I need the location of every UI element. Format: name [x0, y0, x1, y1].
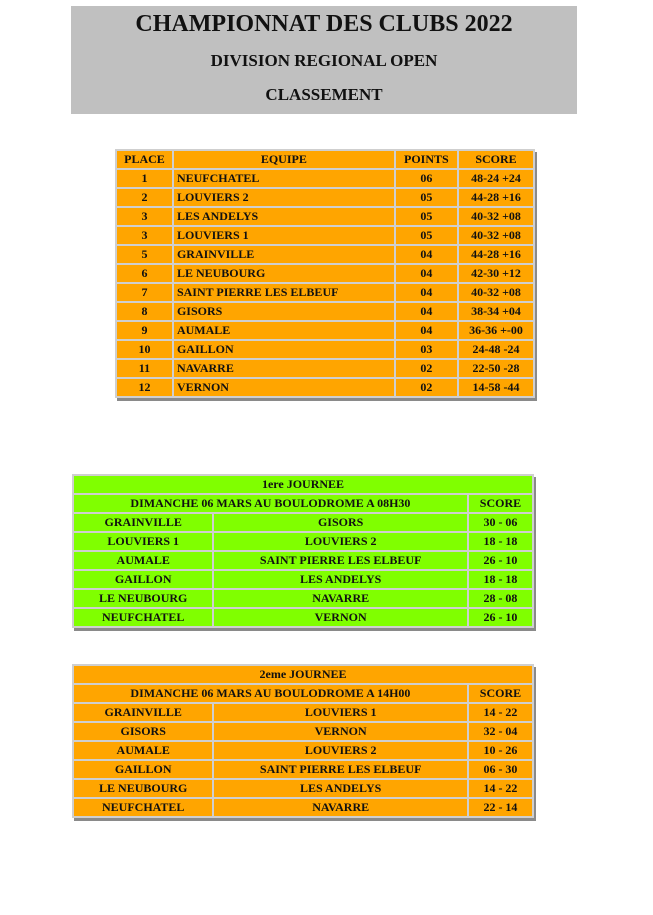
match-row: [74, 609, 532, 626]
place-cell: 12: [117, 379, 172, 396]
match-score-cell: 06 - 30: [469, 761, 532, 778]
standings-row: [117, 341, 533, 358]
home-team-cell: AUMALE: [74, 552, 212, 569]
round-subtitle: DIMANCHE 06 MARS AU BOULODROME A 08H30: [74, 495, 467, 512]
column-header-team: EQUIPE: [174, 151, 394, 168]
points-cell: 04: [396, 284, 457, 301]
round-subtitle-row: [74, 685, 532, 702]
score-cell: 24-48 -24: [459, 341, 533, 358]
page-title: CHAMPIONNAT DES CLUBS 2022: [135, 11, 513, 37]
home-team-cell: GAILLON: [74, 761, 212, 778]
round-score-header: SCORE: [469, 495, 532, 512]
team-cell: LE NEUBOURG: [174, 265, 394, 282]
team-cell: NAVARRE: [174, 360, 394, 377]
round-score-header: SCORE: [469, 685, 532, 702]
points-cell: 04: [396, 246, 457, 263]
match-row: [74, 704, 532, 721]
place-cell: 9: [117, 322, 172, 339]
round-matches: [74, 704, 532, 816]
match-row: [74, 514, 532, 531]
score-cell: 36-36 +-00: [459, 322, 533, 339]
place-cell: 3: [117, 227, 172, 244]
standings-row: [117, 322, 533, 339]
score-cell: 38-34 +04: [459, 303, 533, 320]
place-cell: 6: [117, 265, 172, 282]
standings-header-row: [117, 151, 533, 168]
standings-body: [117, 170, 533, 396]
round-subtitle: DIMANCHE 06 MARS AU BOULODROME A 14H00: [74, 685, 467, 702]
match-score-cell: 18 - 18: [469, 533, 532, 550]
home-team-cell: GRAINVILLE: [74, 704, 212, 721]
away-team-cell: NAVARRE: [214, 590, 466, 607]
standings-row: [117, 208, 533, 225]
standings-row: [117, 265, 533, 282]
round-title: 1ere JOURNEE: [74, 476, 532, 493]
place-cell: 8: [117, 303, 172, 320]
team-cell: NEUFCHATEL: [174, 170, 394, 187]
match-row: [74, 552, 532, 569]
team-cell: GISORS: [174, 303, 394, 320]
team-cell: GAILLON: [174, 341, 394, 358]
match-row: [74, 533, 532, 550]
away-team-cell: GISORS: [214, 514, 466, 531]
points-cell: 03: [396, 341, 457, 358]
points-cell: 02: [396, 379, 457, 396]
away-team-cell: VERNON: [214, 723, 466, 740]
away-team-cell: LES ANDELYS: [214, 780, 466, 797]
team-cell: VERNON: [174, 379, 394, 396]
match-row: [74, 571, 532, 588]
match-score-cell: 10 - 26: [469, 742, 532, 759]
points-cell: 05: [396, 227, 457, 244]
place-cell: 7: [117, 284, 172, 301]
team-cell: LOUVIERS 1: [174, 227, 394, 244]
score-cell: 44-28 +16: [459, 189, 533, 206]
team-cell: GRAINVILLE: [174, 246, 394, 263]
match-score-cell: 30 - 06: [469, 514, 532, 531]
team-cell: SAINT PIERRE LES ELBEUF: [174, 284, 394, 301]
division-title: DIVISION REGIONAL OPEN: [210, 51, 438, 70]
match-row: [74, 780, 532, 797]
match-score-cell: 18 - 18: [469, 571, 532, 588]
round-title-row: [74, 666, 532, 683]
standings-table: [115, 149, 535, 398]
column-header-points: POINTS: [396, 151, 457, 168]
home-team-cell: LOUVIERS 1: [74, 533, 212, 550]
place-cell: 10: [117, 341, 172, 358]
standings-row: [117, 246, 533, 263]
match-score-cell: 14 - 22: [469, 704, 532, 721]
points-cell: 04: [396, 265, 457, 282]
match-row: [74, 799, 532, 816]
score-cell: 48-24 +24: [459, 170, 533, 187]
standings-row: [117, 360, 533, 377]
standings-row: [117, 303, 533, 320]
points-cell: 05: [396, 189, 457, 206]
page-header: [71, 6, 577, 114]
match-score-cell: 28 - 08: [469, 590, 532, 607]
team-cell: LES ANDELYS: [174, 208, 394, 225]
round-subtitle-row: [74, 495, 532, 512]
match-row: [74, 590, 532, 607]
place-cell: 5: [117, 246, 172, 263]
points-cell: 04: [396, 322, 457, 339]
score-cell: 42-30 +12: [459, 265, 533, 282]
away-team-cell: SAINT PIERRE LES ELBEUF: [214, 761, 466, 778]
points-cell: 06: [396, 170, 457, 187]
away-team-cell: LOUVIERS 1: [214, 704, 466, 721]
away-team-cell: VERNON: [214, 609, 466, 626]
score-cell: 40-32 +08: [459, 284, 533, 301]
standings-row: [117, 189, 533, 206]
place-cell: 2: [117, 189, 172, 206]
column-header-place: PLACE: [117, 151, 172, 168]
round-title: 2eme JOURNEE: [74, 666, 532, 683]
points-cell: 04: [396, 303, 457, 320]
team-cell: AUMALE: [174, 322, 394, 339]
home-team-cell: GRAINVILLE: [74, 514, 212, 531]
points-cell: 05: [396, 208, 457, 225]
home-team-cell: GAILLON: [74, 571, 212, 588]
points-cell: 02: [396, 360, 457, 377]
match-score-cell: 32 - 04: [469, 723, 532, 740]
score-cell: 40-32 +08: [459, 208, 533, 225]
match-row: [74, 761, 532, 778]
home-team-cell: NEUFCHATEL: [74, 799, 212, 816]
round-2-table: [72, 664, 534, 818]
match-score-cell: 22 - 14: [469, 799, 532, 816]
place-cell: 3: [117, 208, 172, 225]
away-team-cell: LOUVIERS 2: [214, 533, 466, 550]
score-cell: 40-32 +08: [459, 227, 533, 244]
score-cell: 14-58 -44: [459, 379, 533, 396]
match-row: [74, 723, 532, 740]
score-cell: 22-50 -28: [459, 360, 533, 377]
away-team-cell: NAVARRE: [214, 799, 466, 816]
home-team-cell: AUMALE: [74, 742, 212, 759]
score-cell: 44-28 +16: [459, 246, 533, 263]
home-team-cell: LE NEUBOURG: [74, 590, 212, 607]
home-team-cell: LE NEUBOURG: [74, 780, 212, 797]
place-cell: 1: [117, 170, 172, 187]
home-team-cell: NEUFCHATEL: [74, 609, 212, 626]
match-score-cell: 26 - 10: [469, 552, 532, 569]
standings-row: [117, 284, 533, 301]
away-team-cell: LOUVIERS 2: [214, 742, 466, 759]
round-1-table: [72, 474, 534, 628]
section-title: CLASSEMENT: [265, 85, 383, 104]
standings-row: [117, 227, 533, 244]
column-header-score: SCORE: [459, 151, 533, 168]
round-title-row: [74, 476, 532, 493]
standings-row: [117, 379, 533, 396]
away-team-cell: SAINT PIERRE LES ELBEUF: [214, 552, 466, 569]
match-row: [74, 742, 532, 759]
round-matches: [74, 514, 532, 626]
match-score-cell: 26 - 10: [469, 609, 532, 626]
standings-row: [117, 170, 533, 187]
away-team-cell: LES ANDELYS: [214, 571, 466, 588]
team-cell: LOUVIERS 2: [174, 189, 394, 206]
place-cell: 11: [117, 360, 172, 377]
match-score-cell: 14 - 22: [469, 780, 532, 797]
home-team-cell: GISORS: [74, 723, 212, 740]
